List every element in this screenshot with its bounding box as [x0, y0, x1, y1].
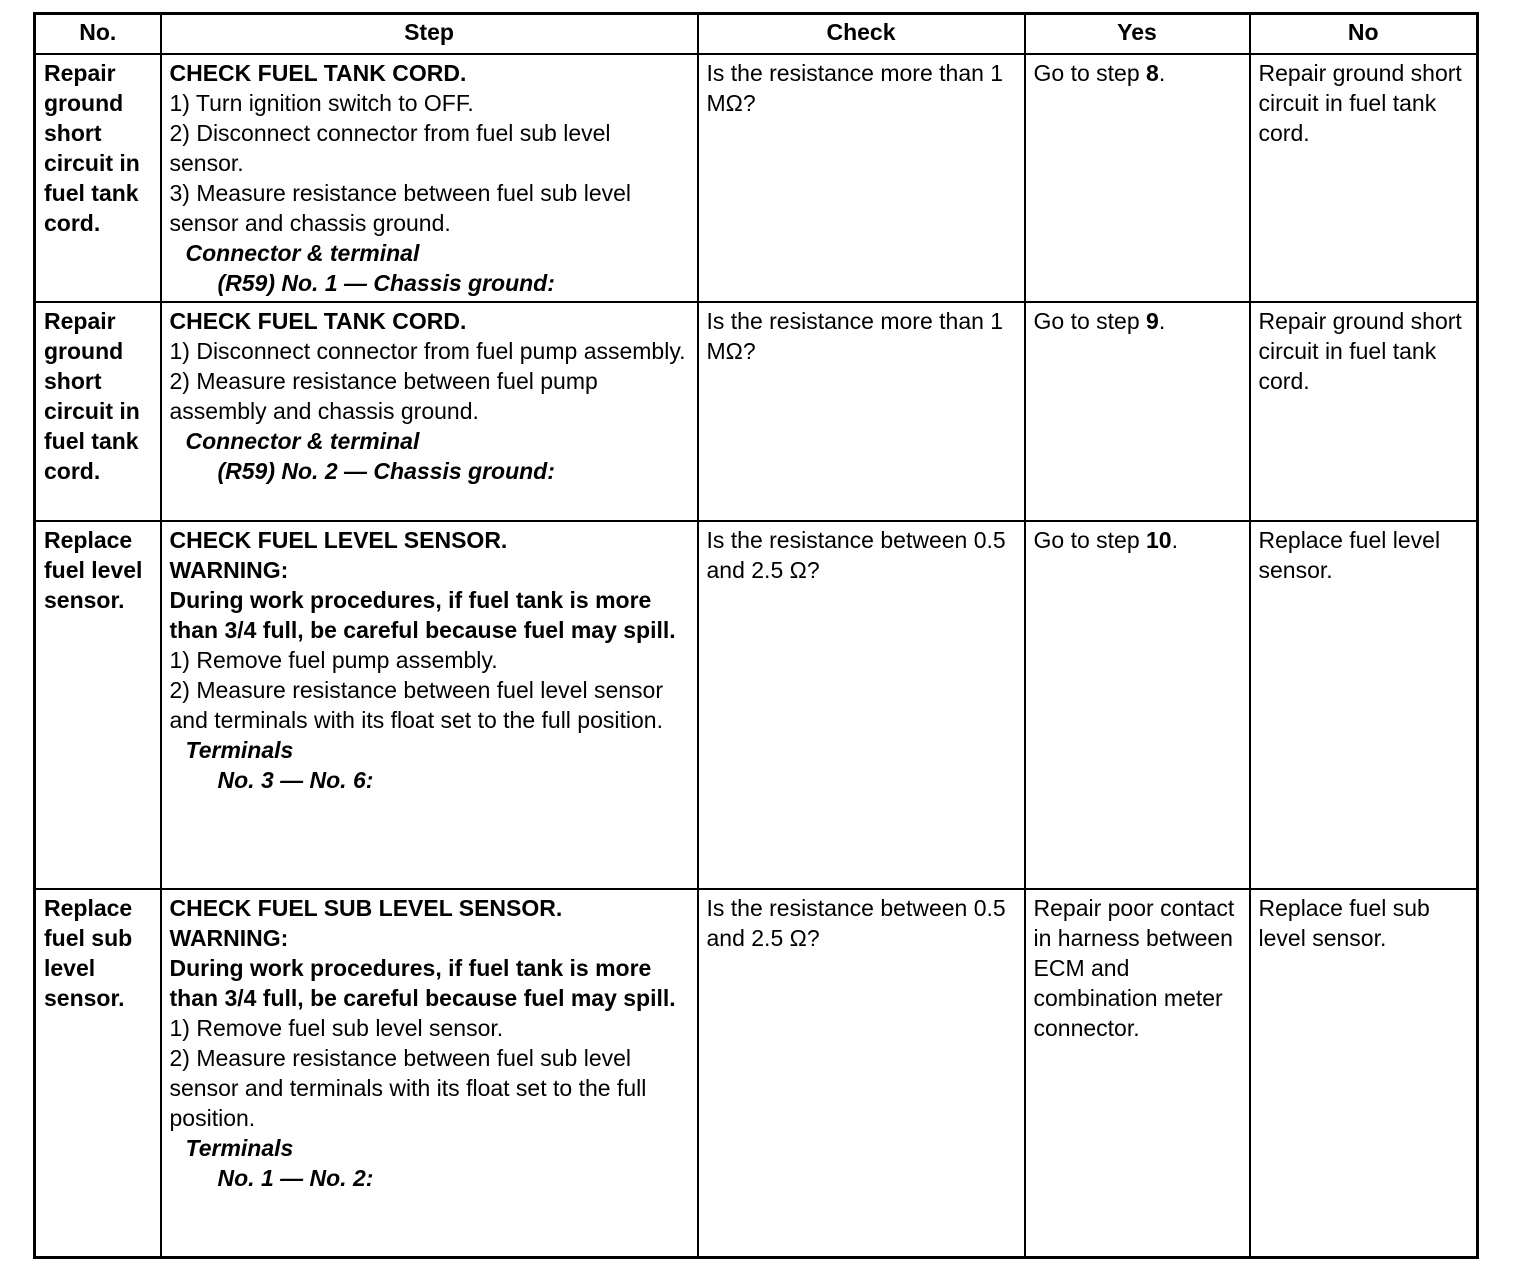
check-cell: Is the resistance between 0.5 and 2.5 Ω? — [698, 521, 1025, 889]
yes-cell — [1025, 54, 1250, 302]
diagnostic-procedure-table — [33, 12, 1479, 1259]
step-title: CHECK FUEL TANK CORD. — [169, 308, 467, 334]
header-row — [35, 14, 1478, 55]
step-instruction: 1) Remove fuel pump assembly. — [169, 647, 498, 673]
yes-suffix: . — [1158, 60, 1166, 86]
step-number: Replace fuel level sensor. — [35, 521, 161, 889]
step-cell — [161, 54, 698, 302]
connector-label: Connector & terminal — [185, 240, 420, 266]
header-step: Step — [161, 14, 698, 55]
yes-prefix: Go to step — [1033, 308, 1147, 334]
check-cell: Is the resistance more than 1 MΩ? — [698, 302, 1025, 521]
step-title: CHECK FUEL TANK CORD. — [169, 60, 467, 86]
step-instruction: 3) Measure resistance between fuel sub level sensor and chassis ground. — [169, 180, 632, 236]
yes-suffix: . — [1171, 527, 1178, 553]
step-number: Replace fuel sub level sensor. — [35, 889, 161, 1258]
yes-suffix: . — [1158, 308, 1166, 334]
no-cell: Replace fuel level sensor. — [1250, 521, 1478, 889]
connector-value: (R59) No. 2 — Chassis ground: — [217, 458, 555, 484]
yes-step-number: 8 — [1146, 60, 1159, 86]
no-cell: Repair ground short circuit in fuel tank cord. — [1250, 302, 1478, 521]
yes-cell: Repair poor contact in harness between ECM and combination meter connector. — [1025, 889, 1250, 1258]
step-instruction: 2) Measure resistance between fuel level sensor and terminals with its float set to the full position. — [169, 677, 663, 733]
no-cell: Replace fuel sub level sensor. — [1250, 889, 1478, 1258]
check-cell: Is the resistance between 0.5 and 2.5 Ω? — [698, 889, 1025, 1258]
terminals-value: No. 1 — No. 2: — [217, 1165, 374, 1191]
table-row — [35, 521, 1478, 889]
step-instruction: 1) Remove fuel sub level sensor. — [169, 1015, 504, 1041]
step-number: Repair ground short circuit in fuel tank cord. — [35, 54, 161, 302]
warning-label: WARNING: — [169, 557, 289, 583]
connector-value: (R59) No. 1 — Chassis ground: — [217, 270, 555, 296]
step-title: CHECK FUEL LEVEL SENSOR. — [169, 527, 508, 553]
warning-text: During work procedures, if fuel tank is more than 3/4 full, be careful because fuel may spill. — [169, 587, 676, 643]
step-cell — [161, 889, 698, 1258]
check-cell: Is the resistance more than 1 MΩ? — [698, 54, 1025, 302]
yes-prefix: Go to step — [1033, 527, 1147, 553]
step-instruction: 1) Turn ignition switch to OFF. — [169, 90, 474, 116]
warning-label: WARNING: — [169, 925, 289, 951]
header-check: Check — [698, 14, 1025, 55]
table-row — [35, 54, 1478, 302]
step-instruction: 2) Disconnect connector from fuel sub level sensor. — [169, 120, 611, 176]
no-cell: Repair ground short circuit in fuel tank cord. — [1250, 54, 1478, 302]
step-instruction: 1) Disconnect connector from fuel pump assembly. — [169, 338, 686, 364]
yes-cell — [1025, 521, 1250, 889]
table-row — [35, 302, 1478, 521]
table-row — [35, 889, 1478, 1258]
terminals-label: Terminals — [185, 1135, 294, 1161]
warning-text: During work procedures, if fuel tank is more than 3/4 full, be careful because fuel may spill. — [169, 955, 676, 1011]
step-instruction: 2) Measure resistance between fuel sub level sensor and terminals with its float set to the full position. — [169, 1045, 647, 1131]
step-cell — [161, 302, 698, 521]
step-number: Repair ground short circuit in fuel tank cord. — [35, 302, 161, 521]
yes-prefix: Go to step — [1033, 60, 1147, 86]
header-yes: Yes — [1025, 14, 1250, 55]
step-instruction: 2) Measure resistance between fuel pump assembly and chassis ground. — [169, 368, 598, 424]
terminals-value: No. 3 — No. 6: — [217, 767, 374, 793]
yes-cell — [1025, 302, 1250, 521]
step-title: CHECK FUEL SUB LEVEL SENSOR. — [169, 895, 563, 921]
header-no-result: No — [1250, 14, 1478, 55]
yes-step-number: 10 — [1146, 527, 1172, 553]
terminals-label: Terminals — [185, 737, 294, 763]
yes-step-number: 9 — [1146, 308, 1159, 334]
connector-label: Connector & terminal — [185, 428, 420, 454]
step-cell — [161, 521, 698, 889]
header-no: No. — [35, 14, 161, 55]
